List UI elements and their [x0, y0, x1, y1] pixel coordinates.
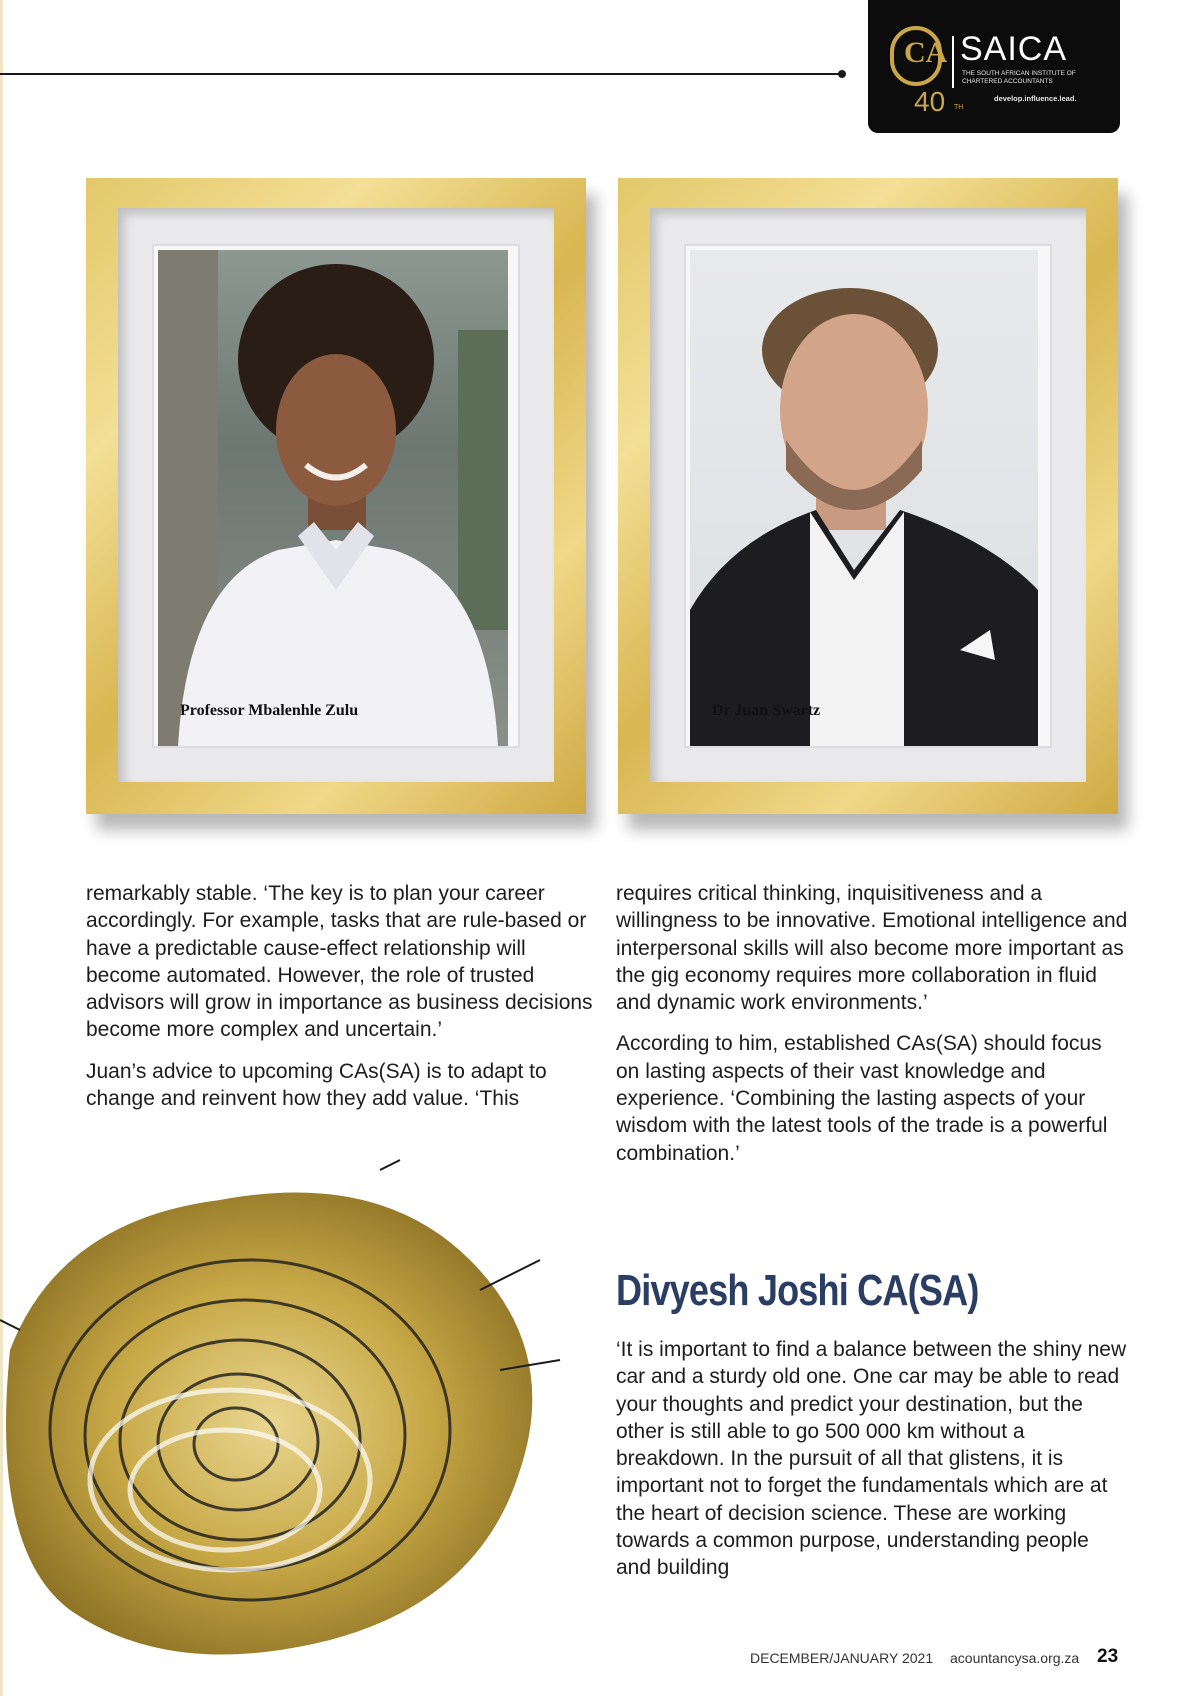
photo-caption-zulu: Professor Mbalenhle Zulu — [180, 702, 359, 719]
portrait-zulu-illustration — [158, 250, 508, 746]
ca-monogram: CA — [904, 36, 948, 69]
right-paragraph-1: requires critical thinking, inquisitiveness and a willingness to be innovative. Emotional intelligence and interpersonal skills will also become more important as the gig economy requires more collaboration in fluid and dynamic work environments.’ — [616, 882, 1128, 1015]
section-paragraph: ‘It is important to find a balance between the shiny new car and a sturdy old one. One car may be able to read your thoughts and predict your destination, but the other is still able to go 500 000 km without a breakdown. In the pursuit of all that glistens, it is important not to forget the fundamentals which are at the heart of decision science. These are working towards a common purpose, understanding people and building — [616, 1338, 1127, 1580]
portrait-swartz — [690, 250, 1038, 746]
footer-issue: DECEMBER/JANUARY 2021 — [750, 1650, 934, 1666]
section-heading: Divyesh Joshi CA(SA) — [616, 1266, 979, 1315]
anniversary-number: 40 — [914, 86, 946, 117]
right-paragraph-2: According to him, established CAs(SA) should focus on lasting aspects of their vast knowledge and experience. ‘Combining the lasting aspects of your wisdom with the latest tools of the trade is a powerful combination.’ — [616, 1032, 1108, 1165]
portrait-swartz-illustration — [690, 250, 1038, 746]
left-paragraph-2: Juan’s advice to upcoming CAs(SA) is to adapt to change and reinvent how they add value. ‘This — [86, 1059, 547, 1111]
header-rule — [0, 73, 843, 75]
gold-swirl-decoration — [0, 1150, 570, 1690]
footer-website[interactable]: acountancysa.org.za — [950, 1650, 1080, 1666]
logo-tagline: develop.influence.lead. — [994, 94, 1077, 103]
left-paragraph-1: remarkably stable. ‘The key is to plan your career accordingly. For example, tasks that are rule-based or have a predictable cause-effect relationship will become automated. However, the role of trusted advisors will grow in importance as business decisions become more complex and uncertain.’ — [86, 882, 593, 1042]
section-body — [616, 1336, 1128, 1596]
header-rule-dot — [838, 70, 846, 78]
logo-subtitle: THE SOUTH AFRICAN INSTITUTE OF CHARTERED ACCOUNTANTS — [962, 70, 1076, 85]
portrait-zulu — [158, 250, 508, 746]
photo-caption-swartz: Dr Juan Swartz — [712, 702, 821, 719]
saica-logo — [868, 0, 1120, 133]
anniversary-suffix: TH — [954, 104, 964, 111]
page-number: 23 — [1097, 1646, 1119, 1667]
logo-divider — [952, 36, 954, 88]
left-column — [86, 880, 606, 1126]
logo-name: SAICA — [960, 30, 1068, 68]
right-column — [616, 880, 1128, 1181]
